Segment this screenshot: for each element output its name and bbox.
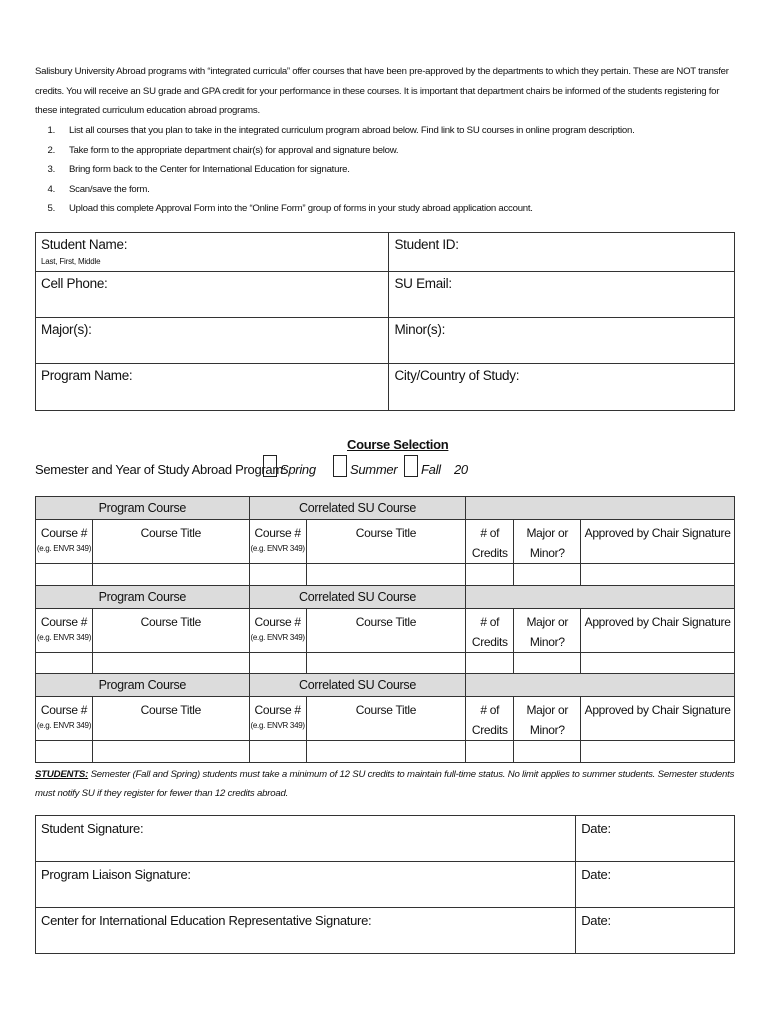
spring-label: Spring xyxy=(280,462,316,477)
student-date-field[interactable]: Date: xyxy=(576,816,735,862)
program-course-header: Program Course xyxy=(36,674,250,697)
chair-signature-input[interactable] xyxy=(581,653,735,675)
students-note: STUDENTS: Semester (Fall and Spring) students must take a minimum of 12 SU credits to maintain full-time status. No limit applies to summer students. Semester students must notify SU if they register for fewer than 12 credits abroad. xyxy=(35,769,735,799)
step-item: 2. Take form to the appropriate department chair(s) for approval and signature below. xyxy=(47,144,399,156)
course-title-input[interactable] xyxy=(92,653,249,675)
credits-input[interactable] xyxy=(466,741,514,763)
course-num-header: Course # (e.g. ENVR 349) xyxy=(36,609,93,653)
step-item: 3. Bring form back to the Center for International Education for signature. xyxy=(47,164,350,176)
intro-paragraph: Salisbury University Abroad programs with “integrated curricula” offer courses that have been pre-approved by the departments to which they pertain. These are NOT transfer credits. You will receive an SU grade and GPA credit for your performance in these courses. It is important that department chairs be informed of the students registering for these integrated curriculum education abroad programs. xyxy=(35,66,729,116)
credits-header: # of Credits xyxy=(466,697,514,741)
course-title-header: Course Title xyxy=(92,697,249,741)
su-course-num-header: Course # (e.g. ENVR 349) xyxy=(249,697,306,741)
su-course-title-header: Course Title xyxy=(306,697,466,741)
major-minor-input[interactable] xyxy=(514,653,581,675)
table-row xyxy=(36,653,735,675)
course-num-header: Course # (e.g. ENVR 349) xyxy=(36,697,93,741)
cie-signature-field[interactable]: Center for International Education Representative Signature: xyxy=(36,908,576,954)
student-signature-field[interactable]: Student Signature: xyxy=(36,816,576,862)
course-table-3 xyxy=(35,673,735,763)
signature-table xyxy=(35,815,735,954)
student-name-hint: Last, First, Middle xyxy=(41,257,101,266)
credits-input[interactable] xyxy=(466,653,514,675)
su-course-title-input[interactable] xyxy=(306,741,466,763)
liaison-date-field[interactable]: Date: xyxy=(576,862,735,908)
course-num-input[interactable] xyxy=(36,653,93,675)
fall-checkbox[interactable] xyxy=(404,455,418,477)
header-blank xyxy=(466,674,735,697)
course-num-input[interactable] xyxy=(36,741,93,763)
program-name-field[interactable]: Program Name: xyxy=(36,364,389,411)
approved-header: Approved by Chair Signature xyxy=(581,609,735,653)
step-item: 5. Upload this complete Approval Form into the “Online Form” group of forms in your study abroad application account. xyxy=(47,203,533,215)
spring-checkbox[interactable] xyxy=(263,455,277,477)
semester-row xyxy=(35,459,735,483)
student-id-field[interactable]: Student ID: xyxy=(389,233,735,272)
minors-field[interactable]: Minor(s): xyxy=(389,318,735,364)
su-course-num-input[interactable] xyxy=(249,653,306,675)
correlated-course-header: Correlated SU Course xyxy=(249,586,466,609)
summer-checkbox[interactable] xyxy=(333,455,347,477)
chair-signature-input[interactable] xyxy=(581,564,735,586)
su-course-title-input[interactable] xyxy=(306,653,466,675)
course-table-1 xyxy=(35,496,735,586)
su-course-num-input[interactable] xyxy=(249,564,306,586)
major-minor-header: Major or Minor? xyxy=(514,609,581,653)
su-email-field[interactable]: SU Email: xyxy=(389,272,735,318)
fall-label: Fall xyxy=(421,462,441,477)
semester-label: Semester and Year of Study Abroad Program: xyxy=(35,462,287,477)
course-title-header: Course Title xyxy=(92,520,249,564)
major-minor-header: Major or Minor? xyxy=(514,520,581,564)
su-course-num-header: Course # (e.g. ENVR 349) xyxy=(249,520,306,564)
su-course-title-input[interactable] xyxy=(306,564,466,586)
course-title-input[interactable] xyxy=(92,741,249,763)
city-country-field[interactable]: City/Country of Study: xyxy=(389,364,735,411)
cell-phone-field[interactable]: Cell Phone: xyxy=(36,272,389,318)
header-blank xyxy=(466,497,735,520)
student-name-field[interactable]: Student Name: Last, First, Middle xyxy=(36,233,389,272)
su-course-num-header: Course # (e.g. ENVR 349) xyxy=(249,609,306,653)
year-prefix[interactable]: 20 xyxy=(454,462,468,477)
course-title-input[interactable] xyxy=(92,564,249,586)
summer-label: Summer xyxy=(350,462,398,477)
major-minor-header: Major or Minor? xyxy=(514,697,581,741)
credits-input[interactable] xyxy=(466,564,514,586)
course-num-input[interactable] xyxy=(36,564,93,586)
credits-header: # of Credits xyxy=(466,520,514,564)
su-course-title-header: Course Title xyxy=(306,520,466,564)
cie-date-field[interactable]: Date: xyxy=(576,908,735,954)
su-course-title-header: Course Title xyxy=(306,609,466,653)
credits-header: # of Credits xyxy=(466,609,514,653)
student-info-table xyxy=(35,232,735,411)
su-course-num-input[interactable] xyxy=(249,741,306,763)
header-blank xyxy=(466,586,735,609)
step-item: 1. List all courses that you plan to take in the integrated curriculum program abroad below. Find link to SU courses in online program description. xyxy=(47,125,635,136)
chair-signature-input[interactable] xyxy=(581,741,735,763)
course-title-header: Course Title xyxy=(92,609,249,653)
table-row xyxy=(36,564,735,586)
approved-header: Approved by Chair Signature xyxy=(581,520,735,564)
step-item: 4. Scan/save the form. xyxy=(47,183,150,195)
course-num-header: Course # (e.g. ENVR 349) xyxy=(36,520,93,564)
liaison-signature-field[interactable]: Program Liaison Signature: xyxy=(36,862,576,908)
program-course-header: Program Course xyxy=(36,497,250,520)
major-minor-input[interactable] xyxy=(514,741,581,763)
approved-header: Approved by Chair Signature xyxy=(581,697,735,741)
majors-field[interactable]: Major(s): xyxy=(36,318,389,364)
correlated-course-header: Correlated SU Course xyxy=(249,674,466,697)
table-row xyxy=(36,741,735,763)
major-minor-input[interactable] xyxy=(514,564,581,586)
course-table-2 xyxy=(35,585,735,675)
course-selection-title: Course Selection xyxy=(347,437,449,452)
correlated-course-header: Correlated SU Course xyxy=(249,497,466,520)
instruction-steps xyxy=(35,121,740,219)
program-course-header: Program Course xyxy=(36,586,250,609)
